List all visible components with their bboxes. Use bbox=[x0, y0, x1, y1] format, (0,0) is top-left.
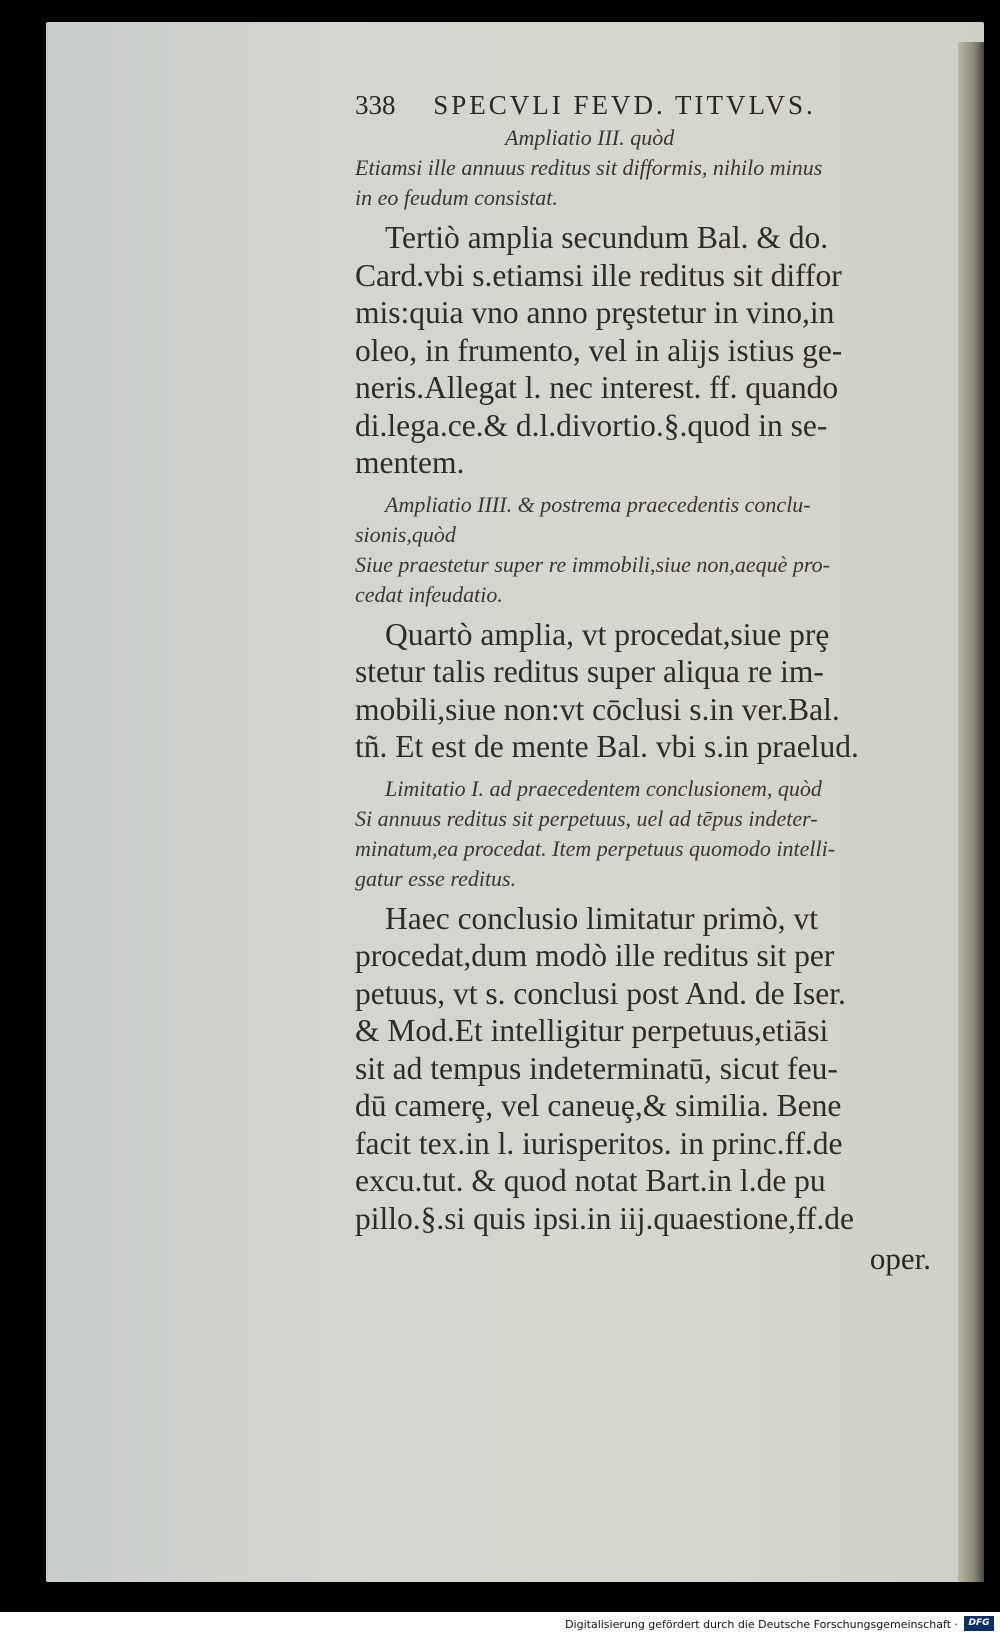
summary-line: Etiamsi ille annuus reditus sit difformis, nihilo minus bbox=[355, 155, 823, 180]
body-paragraph bbox=[355, 900, 945, 1238]
catchword: oper. bbox=[869, 1241, 931, 1276]
summary-line: minatum,ea procedat. Item perpetuus quomodo intelli- bbox=[355, 835, 836, 861]
text-line: Tertiò amplia secundum Bal. & do. bbox=[385, 220, 829, 255]
summary-heading: Limitatio I. ad praecedentem conclusionem, quòd bbox=[385, 775, 822, 801]
text-block bbox=[355, 90, 945, 1277]
running-head bbox=[355, 90, 945, 121]
text-line: Haec conclusio limitatur primò, vt bbox=[385, 900, 819, 936]
text-line: tñ. Et est de mente Bal. vbi s.in praelud. bbox=[355, 729, 859, 764]
text-line: oleo, in frumento, vel in alijs istius ge- bbox=[355, 332, 843, 368]
summary-line: in eo feudum consistat. bbox=[355, 185, 558, 210]
body-paragraph bbox=[355, 219, 945, 482]
text-line: & Mod.Et intelligitur perpetuus,etiāsi bbox=[355, 1013, 829, 1048]
sections bbox=[355, 123, 945, 1237]
summary-line: Si annuus reditus sit perpetuus, uel ad tēpus indeter- bbox=[355, 805, 818, 831]
page-edge bbox=[958, 42, 984, 1582]
text-line: excu.tut. & quod notat Bart.in l.de pu bbox=[355, 1163, 826, 1198]
text-line: petuus, vt s. conclusi post And. de Iser. bbox=[355, 975, 846, 1011]
text-line: pillo.§.si quis ipsi.in iij.quaestione,ff.de bbox=[355, 1200, 855, 1236]
text-line: sit ad tempus indeterminatū, sicut feu- bbox=[355, 1050, 838, 1086]
text-line: Card.vbi s.etiamsi ille reditus sit diffor bbox=[355, 257, 842, 293]
summary-line: gatur esse reditus. bbox=[355, 865, 517, 891]
text-line: neris.Allegat l. nec interest. ff. quando bbox=[355, 370, 839, 405]
text-line: mentem. bbox=[355, 445, 465, 480]
text-line: dū camerȩ, vel caneuȩ,& similia. Bene bbox=[355, 1088, 842, 1123]
text-line: mobili,siue non:vt cōclusi s.in ver.Bal. bbox=[355, 691, 840, 727]
dfg-logo: DFG bbox=[964, 1616, 994, 1631]
summary-line: sionis,quòd bbox=[355, 521, 456, 547]
text-line: stetur talis reditus super aliqua re im- bbox=[355, 654, 824, 689]
running-title: SPECVLI FEVD. TITVLVS. bbox=[433, 90, 816, 120]
summary-heading: Ampliatio IIII. & postrema praecedentis conclu- bbox=[385, 491, 811, 517]
page-number: 338 bbox=[355, 90, 396, 120]
summary-line: cedat infeudatio. bbox=[355, 581, 503, 607]
text-line: facit tex.in l. iurisperitos. in princ.ff.de bbox=[355, 1125, 843, 1161]
text-line: Quartò amplia, vt procedat,siue prȩ bbox=[385, 616, 830, 652]
summary-heading: Ampliatio III. quòd bbox=[505, 125, 675, 150]
footer-bar bbox=[0, 1612, 1000, 1634]
text-line: mis:quia vno anno prȩstetur in vino,in bbox=[355, 295, 835, 330]
text-line: di.lega.ce.& d.l.divortio.§.quod in se- bbox=[355, 407, 828, 443]
footer-credit: Digitalisierung gefördert durch die Deutsche Forschungsgemeinschaft · bbox=[565, 1618, 958, 1631]
body-paragraph bbox=[355, 616, 945, 766]
text-line: procedat,dum modò ille reditus sit per bbox=[355, 938, 835, 973]
summary-line: Siue praestetur super re immobili,siue non,aequè pro- bbox=[355, 551, 830, 577]
